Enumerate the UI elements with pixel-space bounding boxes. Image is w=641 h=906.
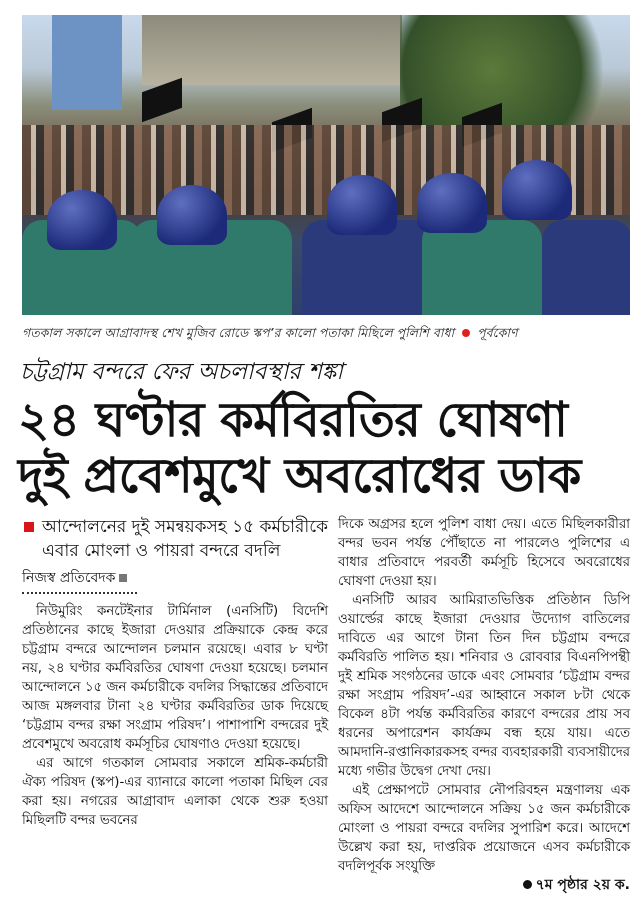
- photo-helmet: [47, 190, 117, 250]
- column-left: [22, 515, 328, 830]
- photo-overpass: [142, 15, 402, 85]
- photo-trees: [400, 15, 630, 125]
- gray-square-icon: [119, 574, 127, 582]
- caption-text: গতকাল সকালে আগ্রাবাদস্থ শেখ মুজিব রোডে স্কপ’র কালো পতাকা মিছিলে পুলিশি বাধা: [22, 325, 455, 340]
- highlight-text: আন্দোলনের দুই সমন্বয়কসহ ১৫ কর্মচারীকে এবার মোংলা ও পায়রা বন্দরে বদলি: [42, 517, 328, 561]
- continuation-text: ৭ম পৃষ্ঠার ২য় ক.: [535, 877, 630, 893]
- highlight-box: [22, 515, 328, 563]
- body-paragraph: দিকে অগ্রসর হলে পুলিশ বাধা দেয়। এতে মিছিলকারীরা বন্দর ভবন পর্যন্ত পৌঁছাতে না পারলেও পুলিশের এ বাধার প্রতিবাদে পরবর্তী কর্মসূচি হিসেবে অবরোধের ঘোষণা দেওয়া হয়।: [338, 517, 630, 589]
- byline-text: নিজস্ব প্রতিবেদক: [22, 570, 116, 586]
- continuation-note: [338, 876, 630, 895]
- photo-helmet: [327, 175, 397, 235]
- headline: [18, 392, 581, 504]
- kicker: চট্টগ্রাম বন্দরে ফের অচলাবস্থার শঙ্কা: [20, 359, 343, 385]
- red-dot-icon: [462, 329, 470, 337]
- byline: [22, 569, 328, 588]
- dotted-divider: [22, 592, 137, 594]
- photo-credit: পূর্বকোণ: [477, 325, 518, 340]
- photo-police: [542, 220, 630, 315]
- headline-line-2: দুই প্রবেশমুখে অবরোধের ডাক: [18, 448, 581, 504]
- news-photo: [22, 15, 630, 315]
- body-paragraph: এই প্রেক্ষাপটে সোমবার নৌপরিবহন মন্ত্রণালয় এক অফিস আদেশে আন্দোলনে সক্রিয় ১৫ জন কর্মচারীকে মোংলা ও পায়রা বন্দরে বদলির সুপারিশ করে। আদেশে উল্লেখ করা হয়, দাপ্তরিক প্রয়োজনে এসব কর্মচারীকে বদলিপূর্বক সংযুক্তি: [338, 783, 630, 874]
- headline-line-1: ২৪ ঘণ্টার কর্মবিরতির ঘোষণা: [18, 392, 568, 448]
- photo-helmet: [502, 160, 572, 220]
- bullet-icon: [523, 880, 532, 889]
- red-square-bullet-icon: [24, 522, 34, 532]
- photo-building: [52, 15, 122, 110]
- photo-caption: [22, 325, 632, 345]
- column-right: [338, 515, 630, 895]
- photo-police: [422, 220, 542, 315]
- body-paragraph: নিউমুরিং কনটেইনার টার্মিনাল (এনসিটি) বিদেশি প্রতিষ্ঠানের কাছে ইজারা দেওয়ার প্রক্রিয়াকে কেন্দ্র করে চট্টগ্রাম বন্দরে আন্দোলন চলমান রয়েছে। এবার ৮ ঘণ্টা নয়, ২৪ ঘণ্টার কর্মবিরতির ঘোষণা দেওয়া হয়েছে। চলমান আন্দোলনে ১৫ জন কর্মচারীকে বদলির সিদ্ধান্তের প্রতিবাদে আজ মঙ্গলবার টানা ২৪ ঘণ্টার কর্মবিরতির ডাক দিয়েছে ‘চট্টগ্রাম বন্দর রক্ষা সংগ্রাম পরিষদ’। পাশাপাশি বন্দরের দুই প্রবেশমুখে অবরোধ কর্মসূচির ঘোষণাও দেওয়া হয়েছে।: [22, 604, 328, 752]
- photo-helmet: [417, 173, 487, 233]
- body-paragraph: এর আগে গতকাল সোমবার সকালে শ্রমিক-কর্মচারী ঐক্য পরিষদ (স্কপ)-এর ব্যানারে কালো পতাকা মিছিল বের করা হয়। নগরের আগ্রাবাদ এলাকা থেকে শুরু হওয়া মিছিলটি বন্দর ভবনের: [22, 756, 328, 828]
- photo-helmet: [157, 185, 227, 245]
- body-paragraph: এনসিটি আরব আমিরাতভিত্তিক প্রতিষ্ঠান ডিপি ওয়ার্ল্ডের কাছে ইজারা দেওয়ার উদ্যোগ বাতিলের দাবিতে এর আগে টানা তিন দিন চট্টগ্রাম বন্দরে কর্মবিরতি পালিত হয়। শনিবার ও রোববার বিএনপিপন্থী দুই শ্রমিক সংগঠনের ডাকে এবং সোমবার ‘চট্টগ্রাম বন্দর রক্ষা সংগ্রাম পরিষদ’-এর আহ্বানে সকাল ৮টা থেকে বিকেল ৪টা পর্যন্ত কর্মবিরতির কারণে বন্দরের প্রায় সব ধরনের অপারেশন কার্যক্রম বন্ধ হয়ে যায়। এতে আমদানি-রপ্তানিকারকসহ বন্দর ব্যবহারকারী ব্যবসায়ীদের মধ্যে গভীর উদ্বেগ দেখা দেয়।: [338, 593, 630, 779]
